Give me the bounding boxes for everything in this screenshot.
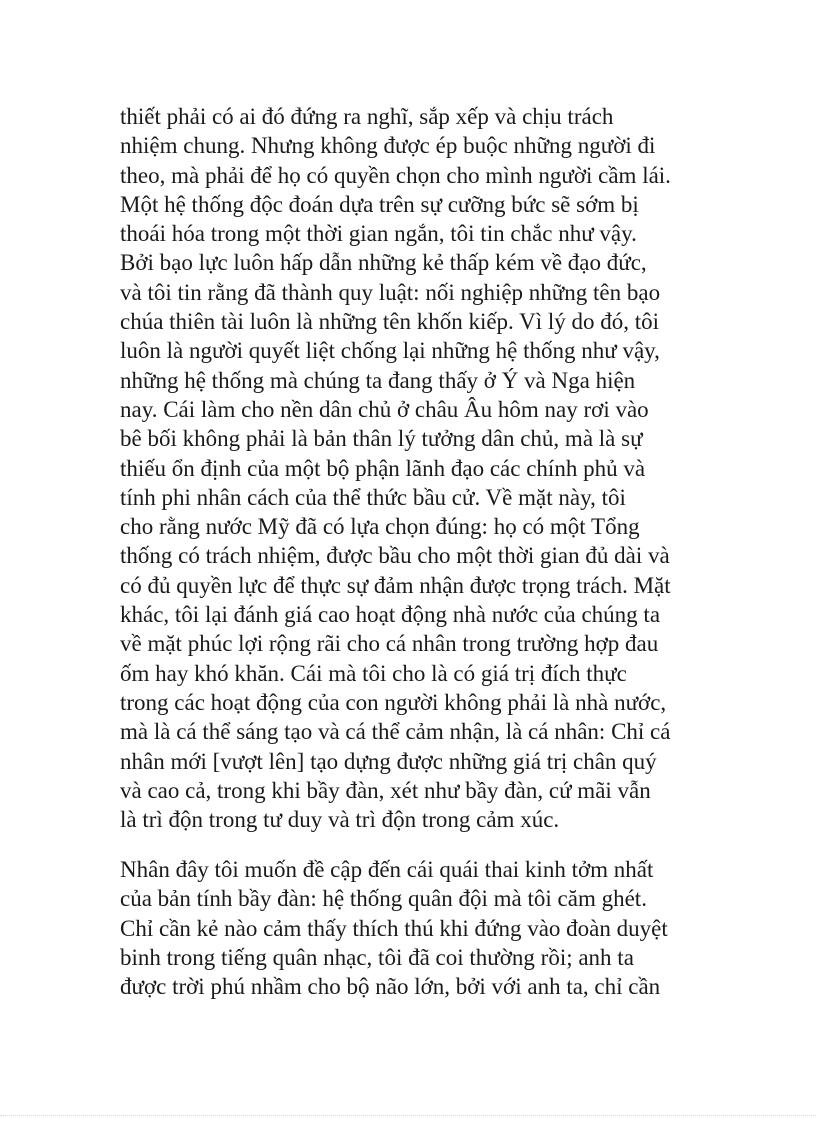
text-line: nhiệm chung. Nhưng không được ép buộc những người đi <box>120 133 656 159</box>
text-line: nay. Cái làm cho nền dân chủ ở châu Âu hôm nay rơi vào <box>120 396 649 422</box>
text-line: trong các hoạt động của con người không phải là nhà nước, <box>120 689 667 715</box>
paragraph-1 <box>120 102 720 834</box>
text-line: thoái hóa trong một thời gian ngắn, tôi tin chắc như vậy. <box>120 221 637 247</box>
text-line: Nhân đây tôi muốn đề cập đến cái quái thai kinh tởm nhất <box>120 857 654 882</box>
text-line: những hệ thống mà chúng ta đang thấy ở Ý và Nga hiện <box>120 367 636 393</box>
text-line: tính phi nhân cách của thể thức bầu cử. Về mặt này, tôi <box>120 484 626 510</box>
text-line: chúa thiên tài luôn là những tên khốn kiếp. Vì lý do đó, tôi <box>120 309 660 335</box>
text-line: cho rằng nước Mỹ đã có lựa chọn đúng: họ có một Tổng <box>120 514 640 540</box>
text-line: và tôi tin rằng đã thành quy luật: nối nghiệp những tên bạo <box>120 279 661 305</box>
text-line: mà là cá thể sáng tạo và cá thể cảm nhận, là cá nhân: Chỉ cá <box>120 719 671 745</box>
text-line: thiết phải có ai đó đứng ra nghĩ, sắp xếp và chịu trách <box>120 104 614 129</box>
text-line: Bởi bạo lực luôn hấp dẫn những kẻ thấp kém về đạo đức, <box>120 250 647 276</box>
text-line: theo, mà phải để họ có quyền chọn cho mình người cầm lái. <box>120 162 671 188</box>
text-line: bê bối không phải là bản thân lý tưởng dân chủ, mà là sự <box>120 426 643 452</box>
text-line: là trì độn trong tư duy và trì độn trong cảm xúc. <box>120 807 560 833</box>
text-line: khác, tôi lại đánh giá cao hoạt động nhà nước của chúng ta <box>120 602 661 628</box>
text-line: thiếu ổn định của một bộ phận lãnh đạo các chính phủ và <box>120 455 646 481</box>
text-line: Một hệ thống độc đoán dựa trên sự cưỡng bức sẽ sớm bị <box>120 191 639 217</box>
text-line: được trời phú nhầm cho bộ não lớn, bởi với anh ta, chỉ cần <box>120 974 661 1000</box>
text-line: và cao cả, trong khi bầy đàn, xét như bầy đàn, cứ mãi vẫn <box>120 777 651 803</box>
text-line: nhân mới [vượt lên] tạo dựng được những giá trị chân quý <box>120 748 657 774</box>
text-line: về mặt phúc lợi rộng rãi cho cá nhân trong trường hợp đau <box>120 631 659 657</box>
page-bottom-divider <box>0 1115 816 1116</box>
text-line: của bản tính bầy đàn: hệ thống quân đội mà tôi căm ghét. <box>120 886 647 912</box>
text-line: luôn là người quyết liệt chống lại những hệ thống như vậy, <box>120 338 660 364</box>
paragraph-2 <box>120 855 720 1001</box>
text-line: binh trong tiếng quân nhạc, tôi đã coi thường rồi; anh ta <box>120 944 634 970</box>
text-line: ốm hay khó khăn. Cái mà tôi cho là có giá trị đích thực <box>120 660 627 686</box>
text-line: Chỉ cần kẻ nào cảm thấy thích thú khi đứng vào đoàn duyệt <box>120 915 668 941</box>
text-line: có đủ quyền lực để thực sự đảm nhận được trọng trách. Mặt <box>120 572 671 598</box>
text-line: thống có trách nhiệm, được bầu cho một thời gian đủ dài và <box>120 543 670 569</box>
